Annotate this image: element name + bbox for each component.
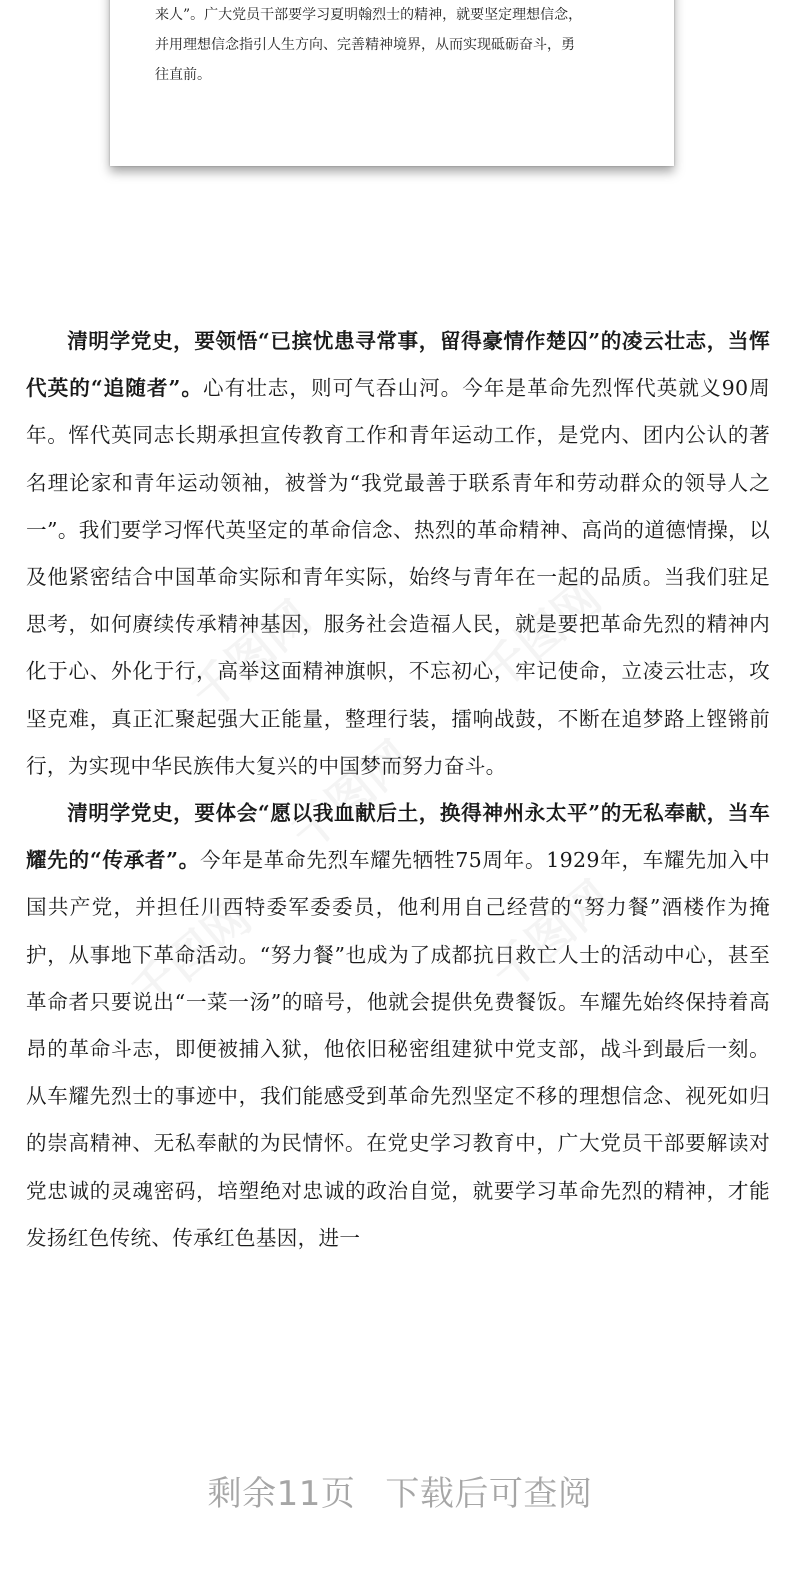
paragraph-text: 心有壮志，则可气吞山河。今年是革命先烈恽代英就义90周年。恽代英同志长期承担宣传教育工作和青年运动工作，是党内、团内公认的著名理论家和青年运动领袖，被誉为“我党最善于联系青年和劳动群众的领导人之一”。我们要学习恽代英坚定的革命信念、热烈的革命精神、高尚的道德情操，以及他紧密结合中国革命实际和青年实际，始终与青年在一起的品质。当我们驻足思考，如何赓续传承精神基因，服务社会造福人民，就是要把革命先烈的精神内化于心、外化于行，高举这面精神旗帜，不忘初心，牢记使命，立凌云壮志，攻坚克难，真正汇聚起强大正能量，整理行装，擂响战鼓，不断在追梦路上铿锵前行，为实现中华民族伟大复兴的中国梦而努力奋斗。: [26, 376, 770, 778]
remaining-pages-text: 剩余11页: [207, 1474, 356, 1514]
preview-page-card: [110, 0, 674, 166]
paragraph-heading: 清明学党史，要领悟“已摈忧患寻常事，留得豪情作楚囚”的凌云壮志，当恽代英的“追随者”。: [26, 329, 770, 401]
paragraph-heading: 清明学党史，要体会“愿以我血献后土，换得神州永太平”的无私奉献，当车耀先的“传承者”。: [26, 801, 770, 873]
card-line: 来人”。广大党员干部要学习夏明翰烈士的精神，就要坚定理想信念，: [155, 7, 583, 23]
paragraph: [26, 790, 770, 1262]
card-line: 并用理想信念指引人生方向、完善精神境界，从而实现砥砺奋斗，勇: [155, 37, 575, 53]
card-text: [155, 0, 645, 90]
article-body: [26, 318, 770, 1262]
paragraph-text: 今年是革命先烈车耀先牺牲75周年。1929年，车耀先加入中国共产党，并担任川西特委军委委员，他利用自己经营的“努力餐”酒楼作为掩护，从事地下革命活动。“努力餐”也成为了成都抗日救亡人士的活动中心，甚至革命者只要说出“一菜一汤”的暗号，他就会提供免费餐饭。车耀先始终保持着高昂的革命斗志，即便被捕入狱，他依旧秘密组建狱中党支部，战斗到最后一刻。从车耀先烈士的事迹中，我们能感受到革命先烈坚定不移的理想信念、视死如归的崇高精神、无私奉献的为民情怀。在党史学习教育中，广大党员干部要解读对党忠诚的灵魂密码，培塑绝对忠诚的政治自觉，就要学习革命先烈的精神，才能发扬红色传统、传承红色基因，进一: [26, 848, 771, 1250]
paragraph: [26, 318, 770, 790]
download-to-view-text: 下载后可查阅: [385, 1474, 593, 1514]
card-line: 往直前。: [155, 67, 211, 83]
download-prompt[interactable]: [0, 1466, 800, 1515]
